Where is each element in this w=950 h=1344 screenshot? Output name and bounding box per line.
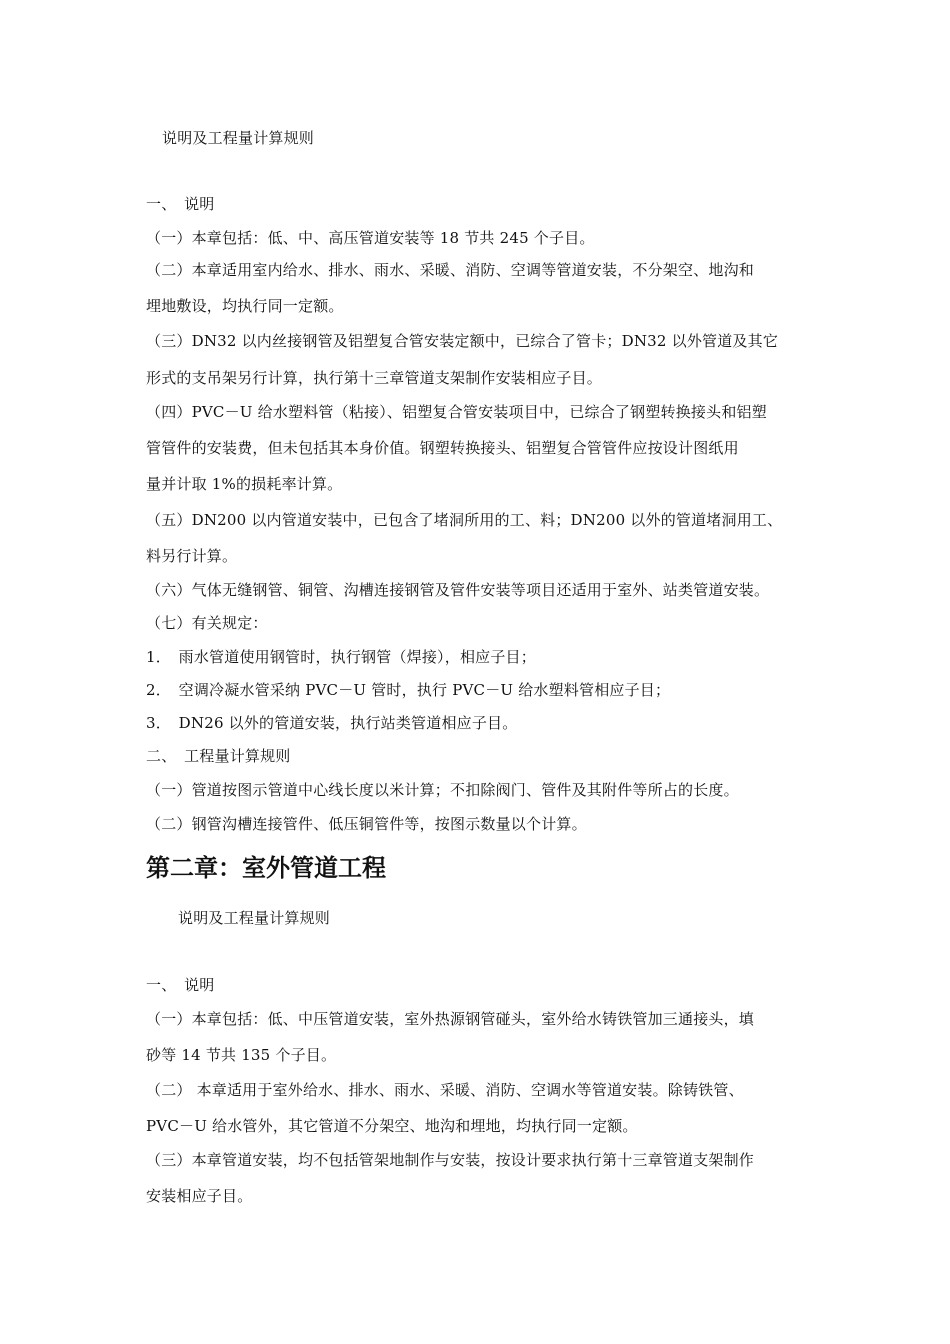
paragraph-line: （三）DN32 以内丝接钢管及铝塑复合管安装定额中，已综合了管卡；DN32 以外管道及其它: [146, 332, 779, 350]
paragraph-line: 安装相应子目。: [146, 1187, 253, 1205]
paragraph-line: 埋地敷设，均执行同一定额。: [146, 297, 344, 315]
paragraph-line: （二）钢管沟槽连接管件、低压铜管件等，按图示数量以个计算。: [146, 815, 587, 833]
paragraph-line: （四）PVC－U 给水塑料管（粘接）、铝塑复合管安装项目中，已综合了钢塑转换接头和铝塑: [146, 403, 767, 421]
paragraph-line: （七）有关规定：: [146, 614, 268, 632]
paragraph-line: （二）本章适用室内给水、排水、雨水、采暖、消防、空调等管道安装，不分架空、地沟和: [146, 261, 755, 279]
paragraph-line: （一）本章包括：低、中、高压管道安装等 18 节共 245 个子目。: [146, 229, 595, 247]
paragraph-line: 量并计取 1%的损耗率计算。: [146, 475, 343, 493]
heading-explain: 一、 说明: [146, 976, 215, 994]
paragraph-line: 形式的支吊架另行计算，执行第十三章管道支架制作安装相应子目。: [146, 369, 603, 387]
list-item: 3． DN26 以外的管道安装，执行站类管道相应子目。: [146, 714, 518, 732]
paragraph-line: （六）气体无缝钢管、铜管、沟槽连接钢管及管件安装等项目还适用于室外、站类管道安装。: [146, 581, 770, 599]
paragraph-line: 砂等 14 节共 135 个子目。: [146, 1046, 337, 1064]
list-item: 2． 空调冷凝水管采纳 PVC－U 管时，执行 PVC－U 给水塑料管相应子目；: [146, 681, 671, 699]
paragraph-line: （三）本章管道安装，均不包括管架地制作与安装，按设计要求执行第十三章管道支架制作: [146, 1151, 755, 1169]
heading-explain: 一、 说明: [146, 195, 215, 213]
paragraph-line: （一）本章包括：低、中压管道安装，室外热源钢管碰头，室外给水铸铁管加三通接头，填: [146, 1010, 755, 1028]
paragraph-line: （二） 本章适用于室外给水、排水、雨水、采暖、消防、空调水等管道安装。除铸铁管、: [146, 1081, 744, 1099]
paragraph-line: （一）管道按图示管道中心线长度以米计算；不扣除阀门、管件及其附件等所占的长度。: [146, 781, 739, 799]
paragraph-line: PVC－U 给水管外，其它管道不分架空、地沟和埋地，均执行同一定额。: [146, 1117, 638, 1135]
heading-rules: 二、 工程量计算规则: [146, 747, 291, 765]
paragraph-line: 料另行计算。: [146, 547, 238, 565]
list-item: 1． 雨水管道使用钢管时，执行钢管（焊接），相应子目；: [146, 648, 536, 666]
paragraph-line: （五）DN200 以内管道安装中，已包含了堵洞所用的工、料；DN200 以外的管道堵洞用工、: [146, 511, 783, 529]
chapter-title: 第二章：室外管道工程: [146, 854, 386, 882]
section-subtitle: 说明及工程量计算规则: [162, 129, 315, 147]
paragraph-line: 管管件的安装费，但未包括其本身价值。钢塑转换接头、铝塑复合管管件应按设计图纸用: [146, 439, 739, 457]
section-subtitle: 说明及工程量计算规则: [178, 909, 331, 927]
